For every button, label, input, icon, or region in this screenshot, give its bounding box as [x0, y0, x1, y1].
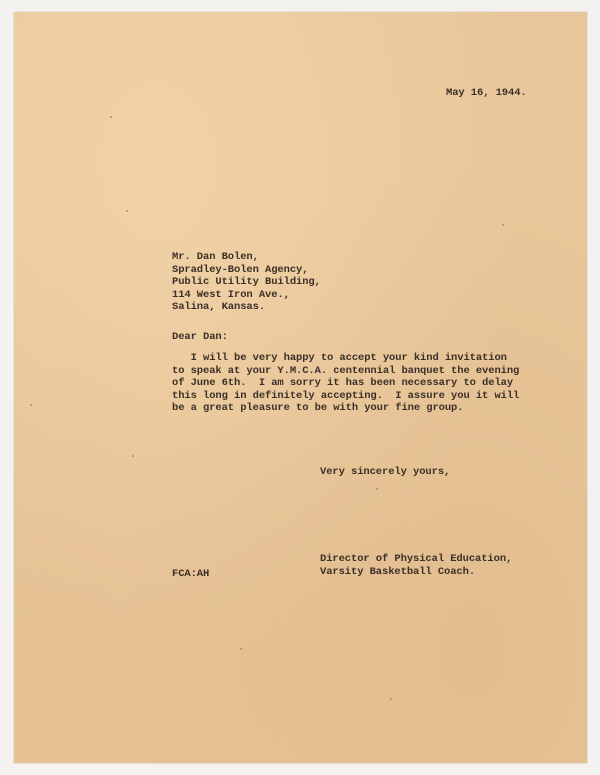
paper-speck	[132, 455, 134, 457]
paper-speck	[390, 698, 392, 700]
signature-title: Varsity Basketball Coach.	[320, 565, 476, 578]
signature-block	[320, 553, 512, 578]
address-line: 114 West Iron Ave.,	[172, 288, 290, 301]
address-line: Public Utility Building,	[172, 276, 321, 288]
body-line: to speak at your Y.M.C.A. centennial banquet the evening	[172, 364, 520, 377]
paper-speck	[376, 488, 378, 490]
body-line: be a great pleasure to be with your fine group.	[172, 402, 464, 414]
paper-speck	[30, 404, 32, 406]
paper-speck	[240, 648, 242, 650]
address-line: Mr. Dan Bolen,	[172, 251, 259, 263]
body-line: this long in definitely accepting. I assure you it will	[172, 389, 520, 402]
recipient-address	[172, 251, 321, 314]
address-line: Spradley-Bolen Agency,	[172, 263, 309, 276]
complimentary-closing: Very sincerely yours,	[320, 466, 451, 478]
paper-speck	[502, 224, 504, 226]
reference-initials: FCA:AH	[172, 568, 210, 580]
letter-body	[172, 352, 519, 415]
paper-speck	[110, 116, 112, 118]
letter-date: May 16, 1944.	[446, 87, 527, 99]
address-line: Salina, Kansas.	[172, 301, 266, 313]
body-line: of June 6th. I am sorry it has been necessary to delay	[172, 377, 514, 389]
paper-speck	[126, 210, 128, 212]
body-line: I will be very happy to accept your kind invitation	[172, 352, 507, 364]
letter-page	[14, 12, 587, 763]
salutation: Dear Dan:	[172, 331, 228, 343]
signature-title: Director of Physical Education,	[320, 553, 513, 565]
